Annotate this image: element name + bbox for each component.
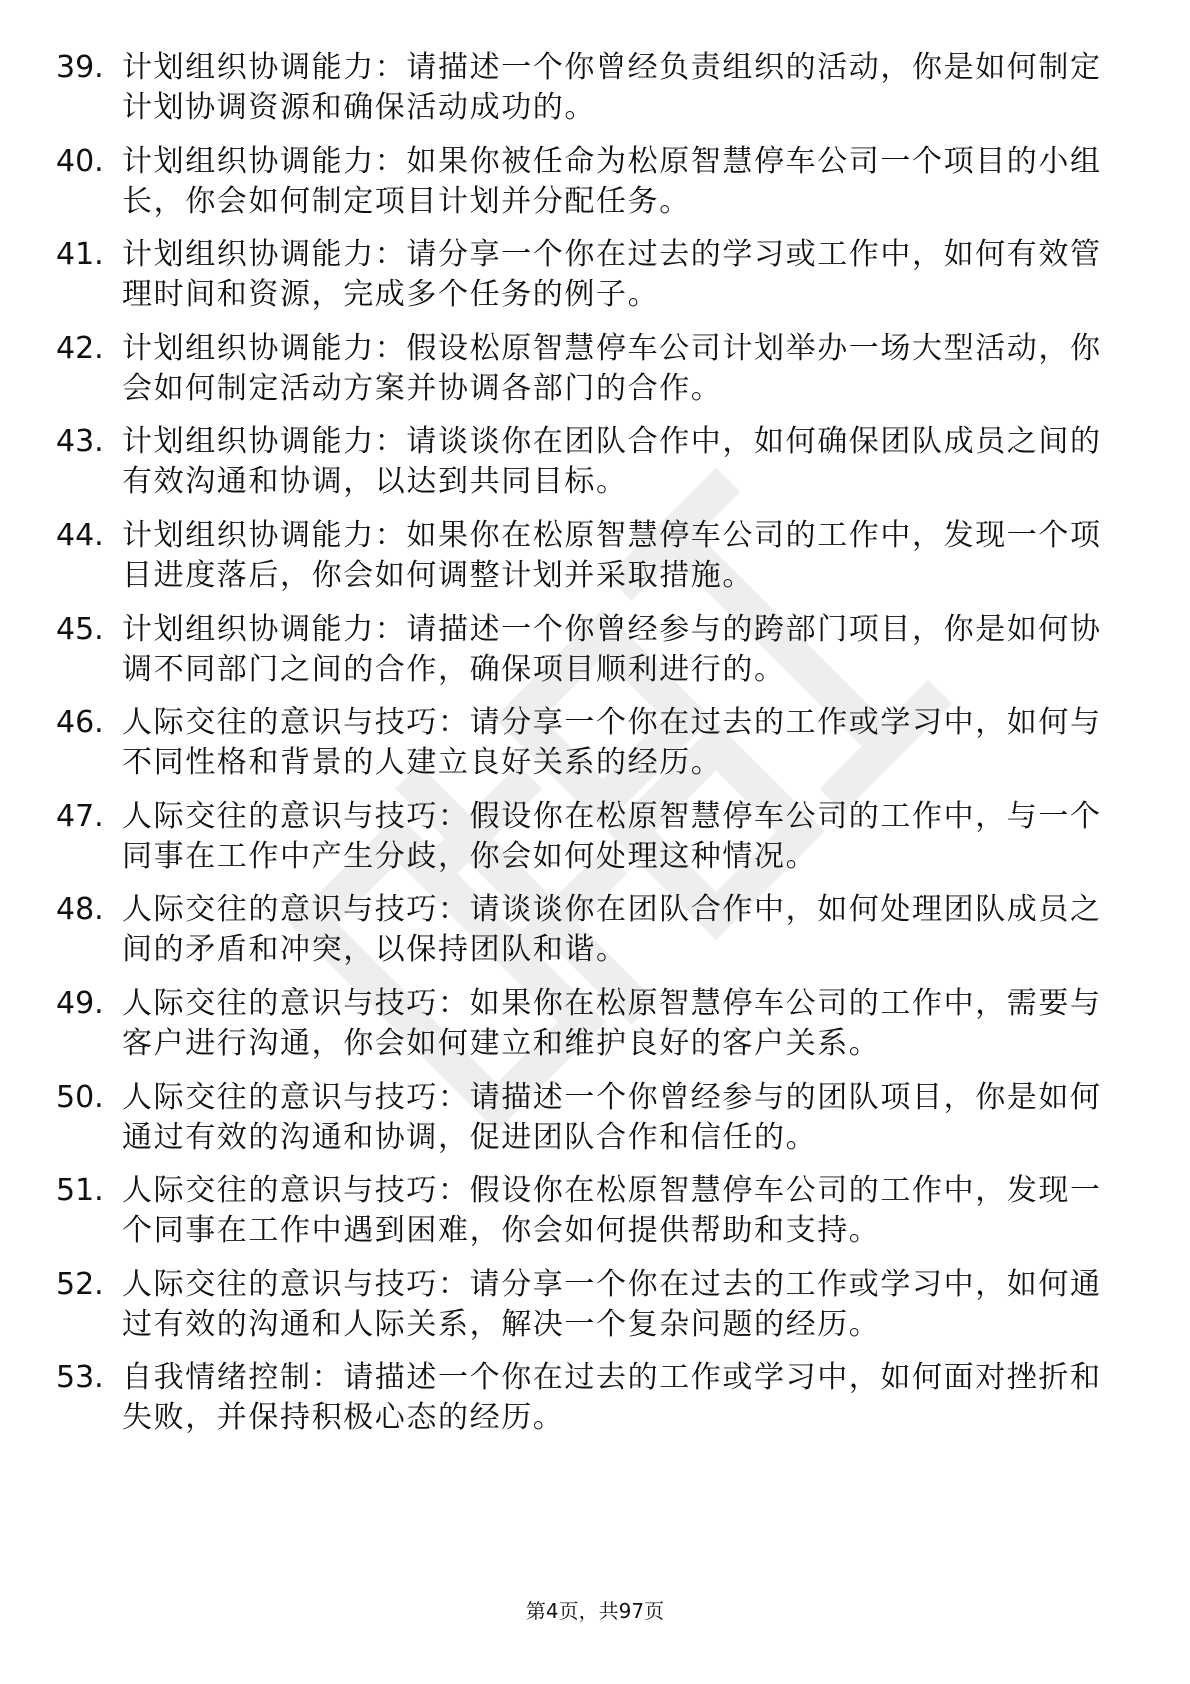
question-text: 人际交往的意识与技巧：假设你在松原智慧停车公司的工作中，与一个同事在工作中产生分歧，你会如何处理这种情况。: [122, 798, 1102, 874]
question-text: 自我情绪控制：请描述一个你在过去的工作或学习中，如何面对挫折和失败，并保持积极心态的经历。: [122, 1360, 1102, 1436]
question-text: 计划组织协调能力：请描述一个你曾经负责组织的活动，你是如何制定计划协调资源和确保活动成功的。: [122, 50, 1102, 125]
question-text: 人际交往的意识与技巧：请描述一个你曾经参与的团队项目，你是如何通过有效的沟通和协调，促进团队合作和信任的。: [122, 1079, 1102, 1155]
question-item: [56, 422, 1136, 502]
question-number: 41.: [56, 237, 104, 273]
question-text: 计划组织协调能力：请描述一个你曾经参与的跨部门项目，你是如何协调不同部门之间的合作，确保项目顺利进行的。: [122, 611, 1102, 687]
question-text: 计划组织协调能力：请谈谈你在团队合作中，如何确保团队成员之间的有效沟通和协调，以达到共同目标。: [122, 424, 1102, 500]
question-number: 40.: [56, 143, 104, 179]
question-text: 人际交往的意识与技巧：请分享一个你在过去的工作或学习中，如何通过有效的沟通和人际关系，解决一个复杂问题的经历。: [122, 1266, 1102, 1342]
question-text: 人际交往的意识与技巧：请分享一个你在过去的工作或学习中，如何与不同性格和背景的人建立良好关系的经历。: [122, 705, 1102, 781]
question-number: 39.: [56, 50, 104, 85]
question-number: 43.: [56, 424, 104, 460]
question-number: 46.: [56, 705, 104, 741]
question-text: 计划组织协调能力：如果你在松原智慧停车公司的工作中，发现一个项目进度落后，你会如何调整计划并采取措施。: [122, 517, 1102, 593]
question-number: 51.: [56, 1173, 104, 1209]
question-item: [56, 142, 1136, 222]
question-item: [56, 610, 1136, 690]
question-number: 44.: [56, 517, 104, 553]
question-item: [56, 329, 1136, 409]
question-number: 47.: [56, 798, 104, 834]
question-number: 49.: [56, 985, 104, 1021]
question-number: 50.: [56, 1079, 104, 1115]
question-text: 人际交往的意识与技巧：请谈谈你在团队合作中，如何处理团队成员之间的矛盾和冲突，以保持团队和谐。: [122, 892, 1102, 968]
question-item: [56, 797, 1136, 877]
question-list: [56, 48, 1136, 1452]
question-text: 人际交往的意识与技巧：如果你在松原智慧停车公司的工作中，需要与客户进行沟通，你会如何建立和维护良好的客户关系。: [122, 985, 1102, 1061]
question-item: [56, 984, 1136, 1064]
question-item: [56, 890, 1136, 970]
question-number: 52.: [56, 1266, 104, 1302]
question-item: [56, 1358, 1136, 1438]
question-item: [56, 1078, 1136, 1158]
question-item: [56, 1265, 1136, 1345]
question-number: 45.: [56, 611, 104, 647]
question-number: 53.: [56, 1360, 104, 1396]
question-item: [56, 235, 1136, 315]
question-text: 人际交往的意识与技巧：假设你在松原智慧停车公司的工作中，发现一个同事在工作中遇到困难，你会如何提供帮助和支持。: [122, 1173, 1102, 1249]
page-footer: 第4页，共97页: [525, 1599, 665, 1623]
question-number: 42.: [56, 330, 104, 366]
question-item: [56, 703, 1136, 783]
question-item: [56, 48, 1136, 128]
question-item: [56, 516, 1136, 596]
question-text: 计划组织协调能力：如果你被任命为松原智慧停车公司一个项目的小组长，你会如何制定项目计划并分配任务。: [122, 143, 1102, 219]
question-number: 48.: [56, 892, 104, 928]
question-text: 计划组织协调能力：请分享一个你在过去的学习或工作中，如何有效管理时间和资源，完成多个任务的例子。: [122, 237, 1102, 313]
question-item: [56, 1171, 1136, 1251]
question-text: 计划组织协调能力：假设松原智慧停车公司计划举办一场大型活动，你会如何制定活动方案并协调各部门的合作。: [122, 330, 1102, 406]
